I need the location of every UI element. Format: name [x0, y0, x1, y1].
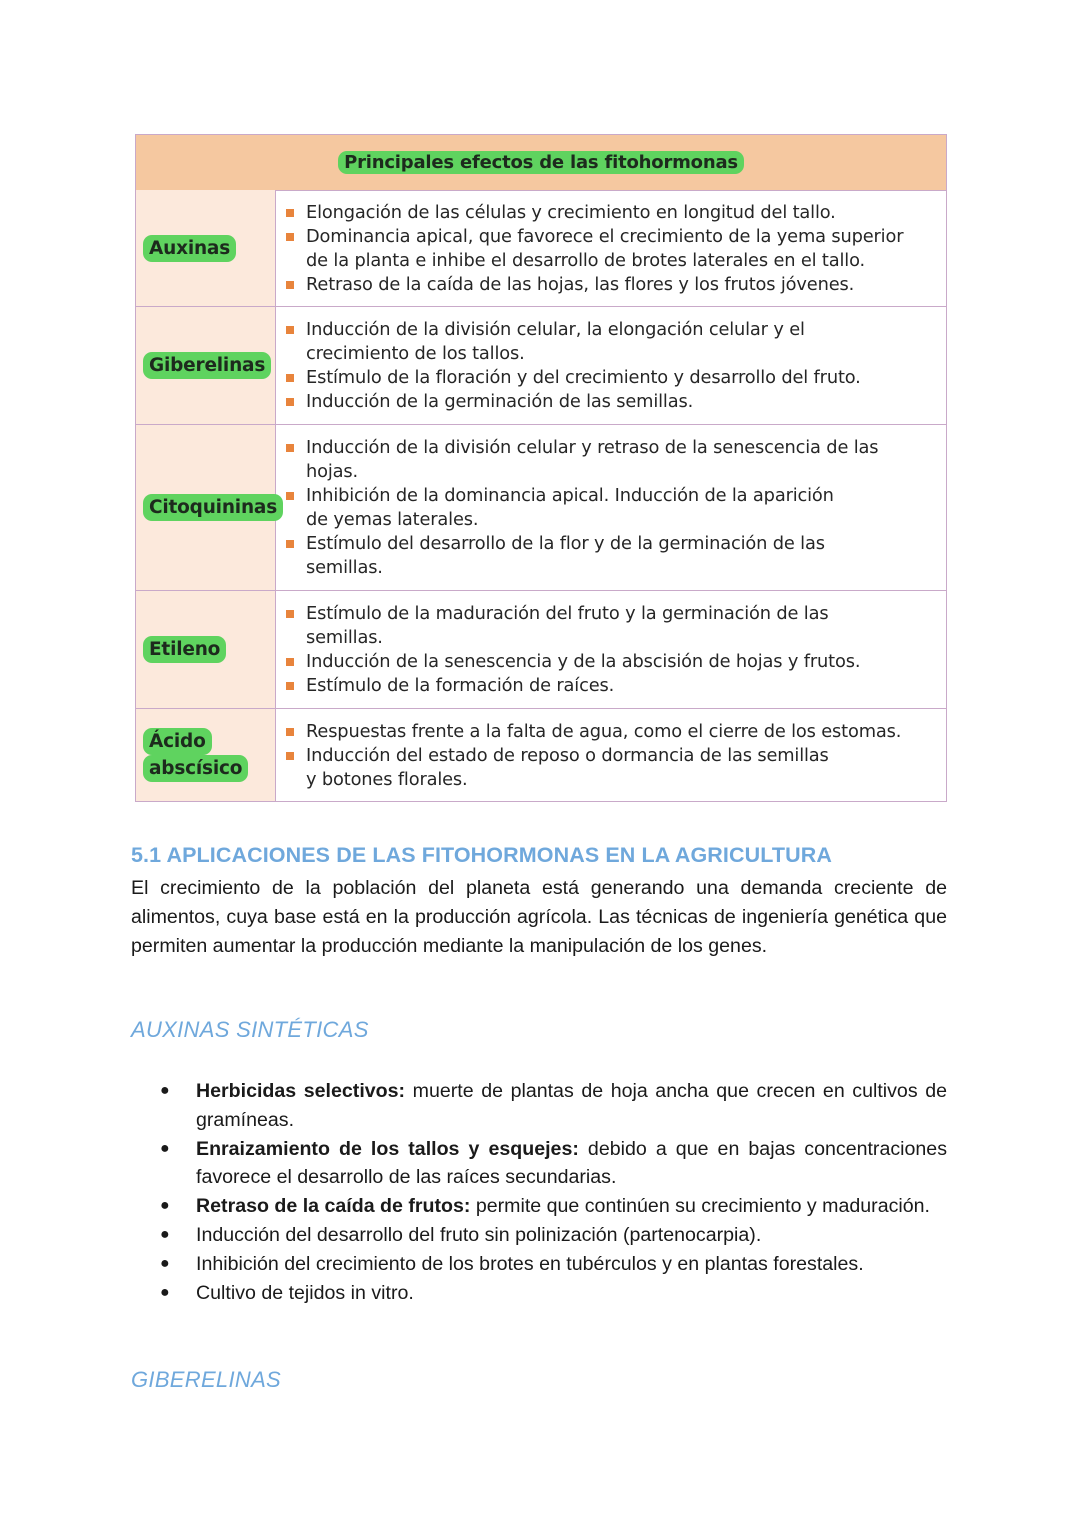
effect-item: Estímulo del desarrollo de la flor y de la germinación de las semillas.: [286, 532, 940, 580]
effects-cell: [276, 425, 946, 590]
effects-cell: [276, 190, 946, 306]
section-paragraph: El crecimiento de la población del planeta está generando una demanda creciente de alimentos, cuya base está en la producción agrícola. Las técnicas de ingeniería genética que permiten aumentar la producción mediante la manipulación de los genes.: [131, 877, 947, 957]
table-row-acido-abscisico: [136, 709, 946, 801]
list-item: ● Enraizamiento de los tallos y esquejes: debido a que en bajas concentraciones favorece el desarrollo de las raíces secundarias.: [160, 1135, 947, 1193]
square-bullet-icon: [286, 752, 294, 760]
square-bullet-icon: [286, 398, 294, 406]
effect-item: Inhibición de la dominancia apical. Inducción de la aparición de yemas laterales.: [286, 484, 940, 532]
list-item: ● Cultivo de tejidos in vitro.: [160, 1279, 947, 1308]
effect-item: Estímulo de la maduración del fruto y la germinación de las semillas.: [286, 602, 940, 650]
hormone-name-cell: [136, 307, 276, 424]
table-row-auxinas: [136, 190, 946, 307]
square-bullet-icon: [286, 728, 294, 736]
effect-item: Retraso de la caída de las hojas, las flores y los frutos jóvenes.: [286, 273, 940, 297]
hormone-name-cell: [136, 709, 276, 801]
effect-item: Inducción de la división celular, la elongación celular y el crecimiento de los tallos.: [286, 318, 940, 366]
hormone-name: Citoquininas: [143, 494, 283, 521]
square-bullet-icon: [286, 374, 294, 382]
square-bullet-icon: [286, 682, 294, 690]
table-header: [136, 135, 946, 191]
table-row-giberelinas: [136, 307, 946, 425]
list-item: ● Retraso de la caída de frutos: permite que continúen su crecimiento y maduración.: [160, 1192, 947, 1221]
table-title: Principales efectos de las fitohormonas: [338, 151, 744, 174]
effect-item: Inducción de la división celular y retraso de la senescencia de las hojas.: [286, 436, 940, 484]
hormone-name: Ácido: [143, 728, 212, 755]
hormone-name: Etileno: [143, 636, 226, 663]
effect-item: Inducción de la germinación de las semillas.: [286, 390, 940, 414]
square-bullet-icon: [286, 444, 294, 452]
hormone-name: Auxinas: [143, 235, 236, 262]
square-bullet-icon: [286, 281, 294, 289]
square-bullet-icon: [286, 658, 294, 666]
square-bullet-icon: [286, 209, 294, 217]
effect-item: Inducción del estado de reposo o dormancia de las semillas y botones florales.: [286, 744, 940, 792]
list-item: ● Inducción del desarrollo del fruto sin polinización (partenocarpia).: [160, 1221, 947, 1250]
bullet-icon: ●: [160, 1225, 170, 1243]
list-item: ● Herbicidas selectivos: muerte de plantas de hoja ancha que crecen en cultivos de gramíneas.: [160, 1077, 947, 1135]
hormone-name-cell: [136, 591, 276, 708]
effect-item: Inducción de la senescencia y de la abscisión de hojas y frutos.: [286, 650, 940, 674]
section-heading: 5.1 APLICACIONES DE LAS FITOHORMONAS EN LA AGRICULTURA: [131, 843, 832, 867]
bullet-icon: ●: [160, 1197, 170, 1215]
effect-item: Estímulo de la formación de raíces.: [286, 674, 940, 698]
auxinas-sinteticas-heading: AUXINAS SINTÉTICAS: [131, 1017, 369, 1042]
hormone-name: Giberelinas: [143, 352, 271, 379]
effects-cell: [276, 709, 946, 801]
effect-item: Elongación de las células y crecimiento en longitud del tallo.: [286, 201, 940, 225]
auxinas-list: [160, 1077, 947, 1307]
table-row-etileno: [136, 591, 946, 709]
square-bullet-icon: [286, 492, 294, 500]
square-bullet-icon: [286, 326, 294, 334]
effect-item: Estímulo de la floración y del crecimiento y desarrollo del fruto.: [286, 366, 940, 390]
square-bullet-icon: [286, 610, 294, 618]
bullet-icon: ●: [160, 1082, 170, 1099]
giberelinas-heading: GIBERELINAS: [131, 1367, 282, 1392]
hormone-name-cell: [136, 190, 276, 306]
hormone-name-cell: [136, 425, 276, 590]
bullet-icon: ●: [160, 1139, 170, 1157]
effects-cell: [276, 591, 946, 708]
list-item: ● Inhibición del crecimiento de los brotes en tubérculos y en plantas forestales.: [160, 1250, 947, 1279]
effect-item: Dominancia apical, que favorece el crecimiento de la yema superior de la planta e inhibe el desarrollo de brotes laterales en el tallo.: [286, 225, 940, 273]
fitohormonas-table: [135, 134, 947, 802]
effect-item: Respuestas frente a la falta de agua, como el cierre de los estomas.: [286, 720, 940, 744]
bullet-icon: ●: [160, 1283, 170, 1301]
square-bullet-icon: [286, 540, 294, 548]
square-bullet-icon: [286, 233, 294, 241]
bullet-icon: ●: [160, 1254, 170, 1272]
table-row-citoquininas: [136, 425, 946, 591]
effects-cell: [276, 307, 946, 424]
hormone-name: abscísico: [143, 755, 248, 782]
